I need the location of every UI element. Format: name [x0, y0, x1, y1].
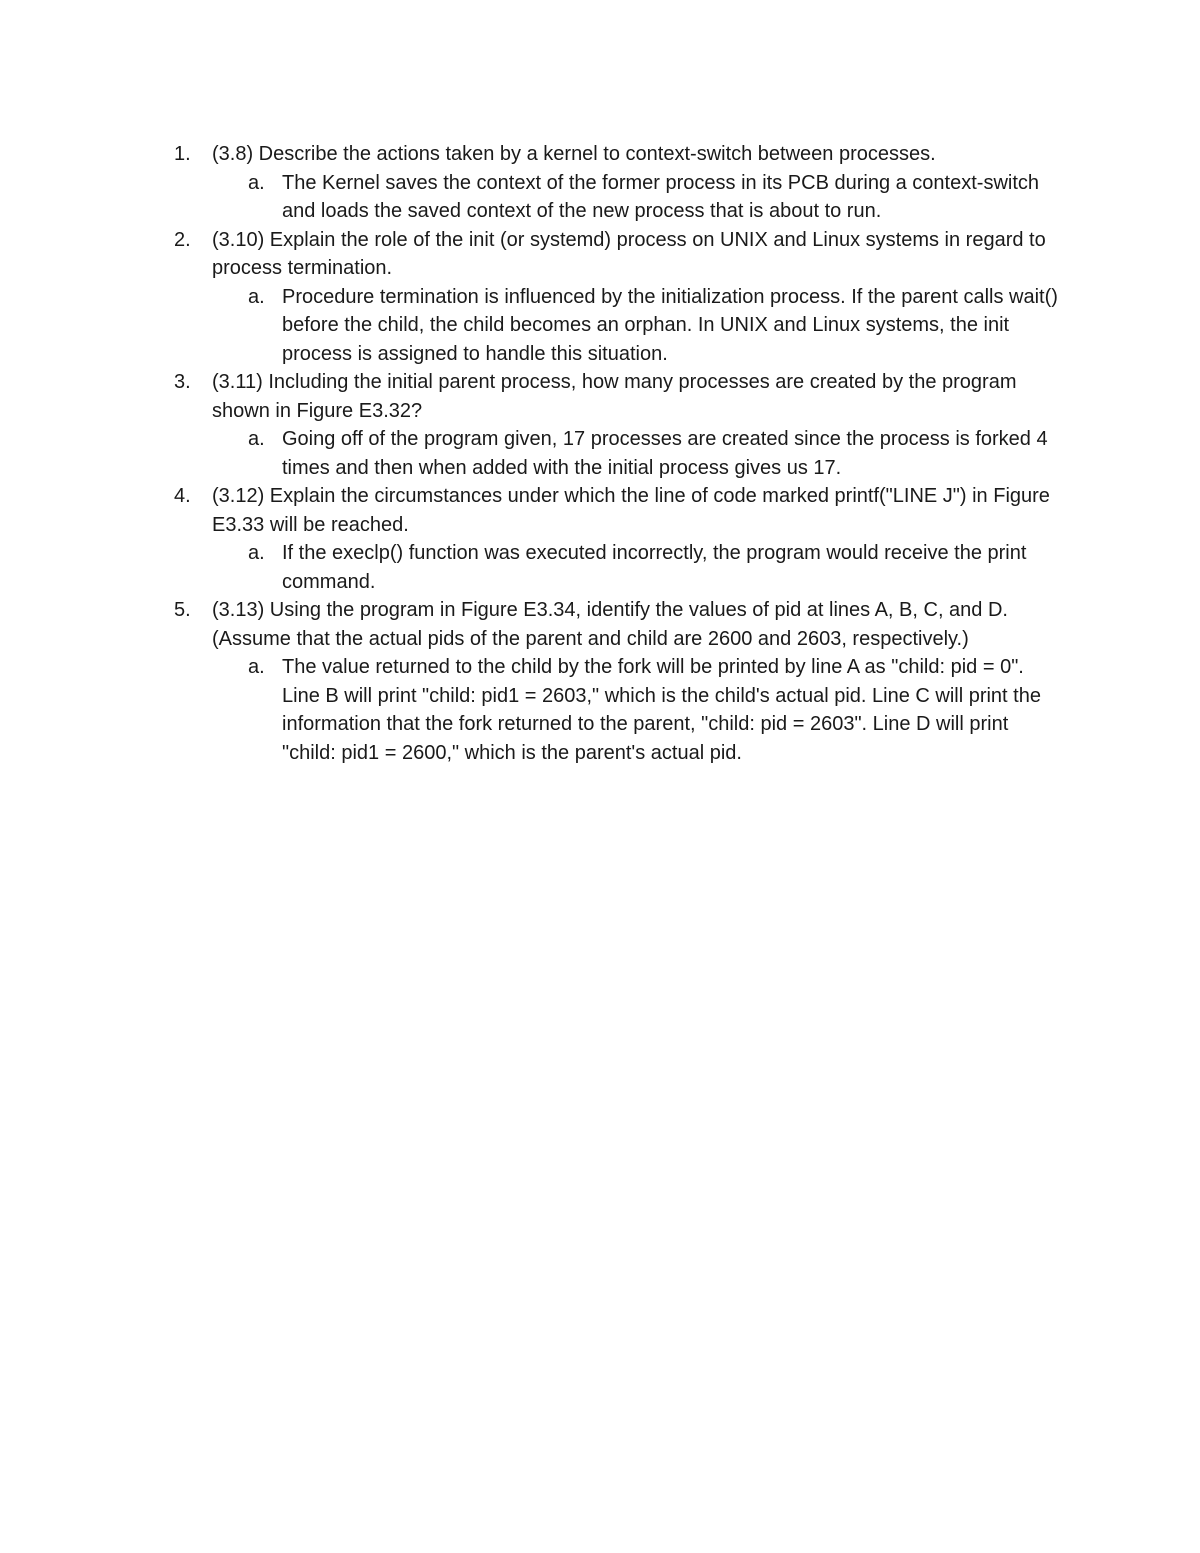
question-number: 3.: [174, 371, 191, 393]
answer-item: [212, 425, 1064, 482]
question-item-3: [174, 368, 1064, 482]
question-item-1: [174, 140, 1064, 226]
answer-list: [212, 169, 1064, 226]
question-number: 4.: [174, 485, 191, 507]
question-item-5: [174, 596, 1064, 767]
question-text: (3.11) Including the initial parent process, how many processes are created by the program shown in Figure E3.32?: [212, 371, 1017, 422]
answer-list: [212, 425, 1064, 482]
question-text: (3.10) Explain the role of the init (or systemd) process on UNIX and Linux systems in regard to process termination.: [212, 228, 1046, 279]
question-list: [174, 140, 1064, 767]
answer-text: Procedure termination is influenced by the initialization process. If the parent calls wait() before the child, the child becomes an orphan. In UNIX and Linux systems, the init process is assigned to handle this situation.: [282, 285, 1058, 365]
answer-item: [212, 653, 1064, 767]
answer-text: The Kernel saves the context of the former process in its PCB during a context-switch and loads the saved context of the new process that is about to run.: [282, 171, 1040, 222]
question-number: 5.: [174, 599, 191, 621]
question-number: 1.: [174, 143, 191, 165]
answer-text: Going off of the program given, 17 processes are created since the process is forked 4 times and then when added with the initial process gives us 17.: [282, 428, 1048, 479]
answer-text: If the execlp() function was executed incorrectly, the program would receive the print command.: [282, 542, 1027, 593]
answer-item: [212, 283, 1064, 369]
answer-letter: a.: [248, 656, 265, 678]
question-text: (3.13) Using the program in Figure E3.34, identify the values of pid at lines A, B, C, and D. (Assume that the actual pids of the parent and child are 2600 and 2603, respectively.): [212, 599, 1008, 650]
answer-item: [212, 539, 1064, 596]
answer-list: [212, 539, 1064, 596]
question-text: (3.12) Explain the circumstances under which the line of code marked printf("LINE J") in Figure E3.33 will be reached.: [212, 485, 1050, 536]
answer-letter: a.: [248, 285, 265, 308]
answer-list: [212, 653, 1064, 767]
answer-letter: a.: [248, 171, 265, 194]
answer-item: [212, 169, 1064, 226]
question-item-2: [174, 226, 1064, 369]
question-text: (3.8) Describe the actions taken by a kernel to context-switch between processes.: [212, 143, 936, 165]
answer-list: [212, 283, 1064, 369]
answer-letter: a.: [248, 542, 265, 564]
question-item-4: [174, 482, 1064, 596]
answer-text: The value returned to the child by the fork will be printed by line A as "child: pid = 0". Line B will print "child: pid1 = 2603," which is the child's actual pid. Line C will print the information that the fork returned to the parent, "child: pid = 2603". Line D will print "child: pid1 = 2600," which is the parent's actual pid.: [282, 656, 1041, 764]
question-number: 2.: [174, 228, 191, 251]
answer-letter: a.: [248, 428, 265, 450]
